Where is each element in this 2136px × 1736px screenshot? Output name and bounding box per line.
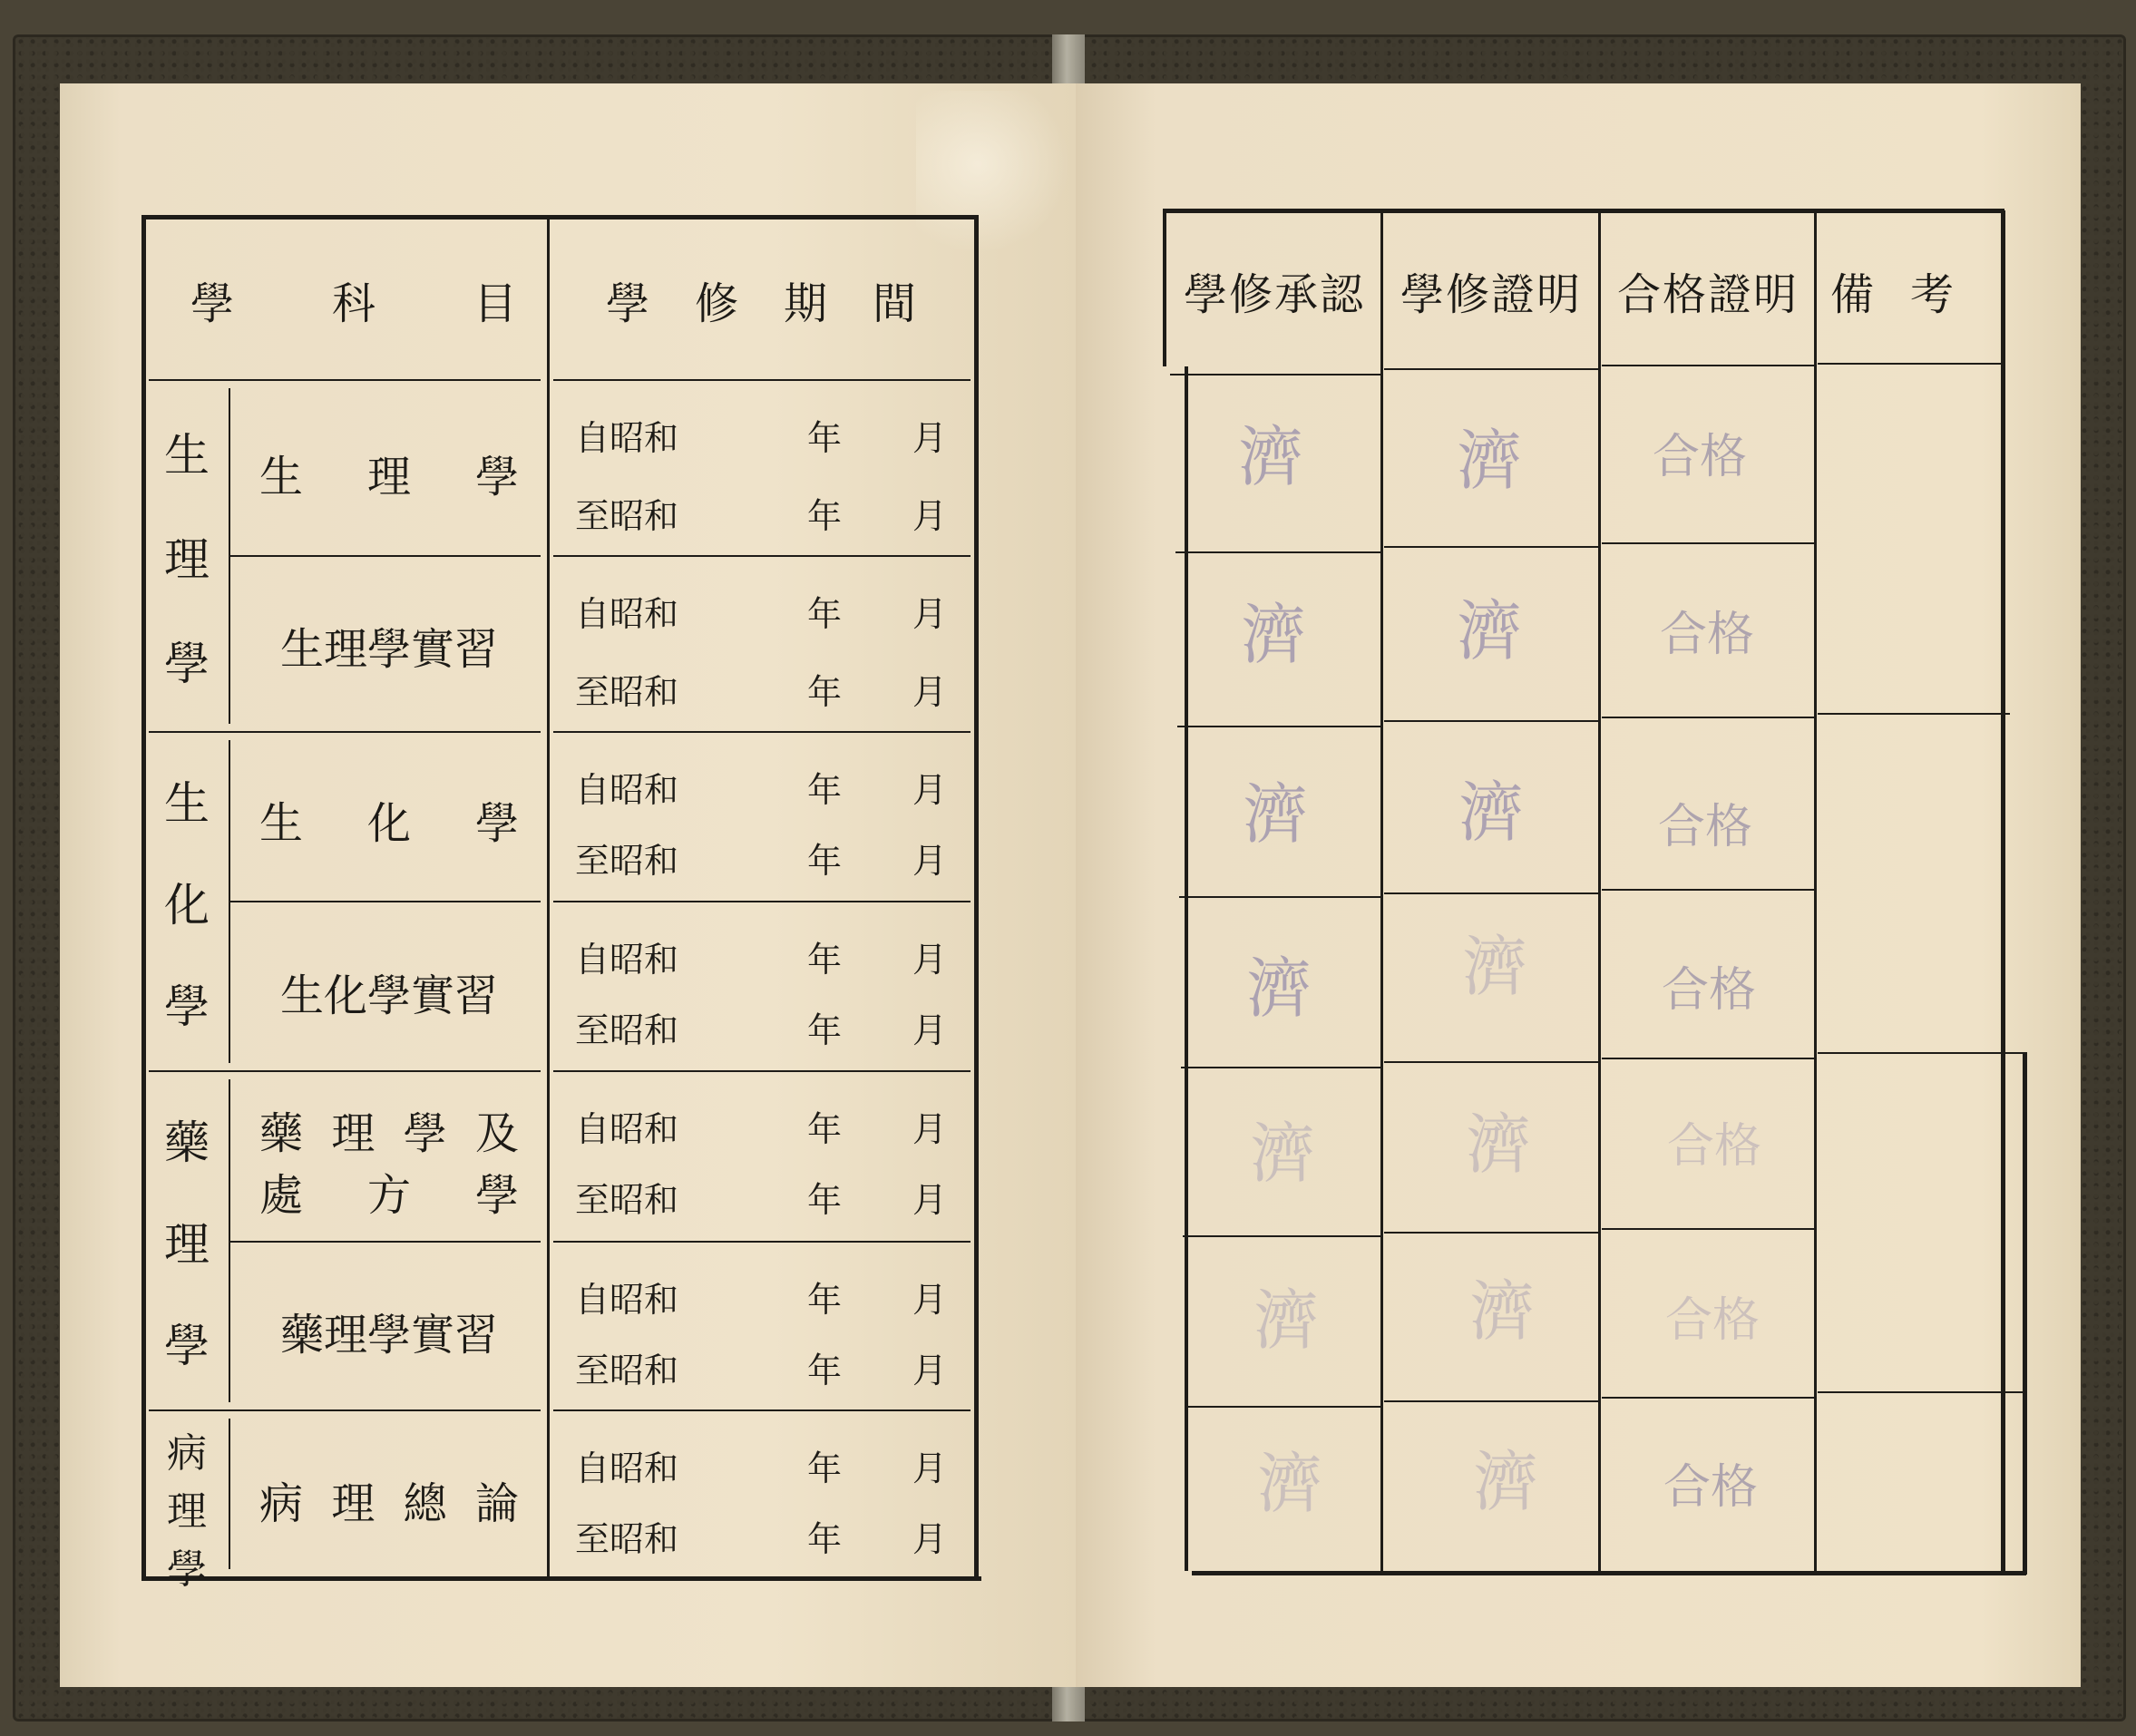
group-label-physiology: 生 理 學 (164, 428, 210, 691)
period-cell: 自昭和 年 月 至昭和 年 月 (575, 418, 947, 536)
table-border-top (1163, 209, 2004, 213)
subject-pharmacology-prescription: 藥 理 學 及 處 方 學 (259, 1107, 519, 1221)
row-rule (1602, 1058, 1814, 1059)
row-rule (1384, 546, 1598, 548)
row-rule (1175, 551, 1380, 553)
completion-stamp: 濟 (1462, 929, 1528, 1005)
table-border-bottom (1192, 1571, 2026, 1575)
table-border-right (974, 215, 979, 1581)
pass-stamp: 合格 (1667, 1119, 1762, 1174)
row-rule (1181, 1067, 1380, 1068)
approval-stamp: 濟 (1243, 776, 1309, 853)
group-rule (149, 1409, 541, 1411)
column-divider (1380, 210, 1383, 1571)
subject-rule (230, 555, 541, 557)
header-period: 學 修 期 間 (606, 278, 916, 329)
row-rule (1185, 1406, 1380, 1408)
row-rule (1183, 1235, 1380, 1237)
row-rule (1384, 892, 1598, 894)
row-rule (1818, 1391, 2023, 1393)
header-completion: 學修證明 (1400, 268, 1582, 320)
header-subject: 學 科 目 (190, 278, 517, 329)
pass-stamp: 合格 (1662, 963, 1757, 1018)
column-divider (1598, 210, 1601, 1571)
row-rule (1384, 720, 1598, 722)
group-rule (149, 1070, 541, 1072)
row-rule (1602, 542, 1814, 544)
period-cell: 自昭和 年 月 至昭和 年 月 (575, 1280, 947, 1390)
row-rule (1384, 1232, 1598, 1234)
row-rule (1602, 1397, 1814, 1399)
subject-general-pathology: 病 理 總 論 (259, 1478, 519, 1529)
period-cell: 自昭和 年 月 至昭和 年 月 (575, 1109, 947, 1220)
completion-stamp: 濟 (1458, 775, 1525, 851)
column-divider (547, 219, 550, 1576)
subject-physiology: 生 理 學 (259, 451, 519, 502)
table-border-right-bottom (2023, 1052, 2027, 1575)
period-cell: 自昭和 年 月 至昭和 年 月 (575, 594, 947, 712)
label-divider (229, 388, 230, 724)
subject-rule (230, 901, 541, 902)
row-rule (1179, 896, 1380, 898)
row-rule (1170, 374, 1380, 375)
row-rule (1384, 1400, 1598, 1402)
group-label-biochemistry: 生 化 學 (164, 777, 210, 1033)
subject-biochemistry-practice: 生化學實習 (279, 970, 498, 1021)
pass-stamp: 合格 (1653, 430, 1748, 484)
label-divider (229, 1419, 230, 1569)
row-rule (1818, 363, 2003, 365)
pass-stamp: 合格 (1663, 1460, 1759, 1515)
completion-stamp: 濟 (1457, 593, 1523, 669)
header-rule-left (149, 379, 541, 381)
approval-stamp: 濟 (1257, 1446, 1323, 1522)
subject-biochemistry: 生 化 學 (259, 797, 519, 849)
table-border-left (1185, 366, 1188, 1571)
row-rule (1602, 365, 1814, 366)
label-divider (229, 1079, 230, 1402)
approval-stamp: 濟 (1238, 419, 1304, 495)
row-rule (1818, 713, 2010, 715)
approval-stamp: 濟 (1253, 1282, 1320, 1359)
row-rule (1602, 717, 1814, 718)
column-divider (1814, 210, 1817, 1571)
approval-stamp: 濟 (1250, 1116, 1316, 1192)
group-label-pathology: 病 理 學 (167, 1430, 207, 1593)
subject-physiology-practice: 生理學實習 (279, 623, 498, 675)
row-rule (1384, 1061, 1598, 1063)
row-rule (1818, 1052, 2023, 1054)
header-approval: 學修承認 (1183, 268, 1365, 320)
table-border-left (141, 215, 146, 1581)
period-cell: 自昭和 年 月 至昭和 年 月 (575, 940, 947, 1050)
approval-stamp: 濟 (1246, 951, 1312, 1027)
row-rule (1384, 368, 1598, 370)
completion-stamp: 濟 (1469, 1273, 1536, 1350)
table-border-top (141, 215, 978, 219)
pass-stamp: 合格 (1660, 608, 1755, 662)
header-pass: 合格證明 (1616, 268, 1799, 320)
pass-stamp: 合格 (1658, 800, 1753, 854)
period-cell: 自昭和 年 月 至昭和 年 月 (575, 770, 947, 881)
row-rule (1602, 889, 1814, 891)
completion-stamp: 濟 (1466, 1107, 1532, 1183)
header-rule-right (553, 379, 970, 381)
row-rule (1177, 726, 1380, 727)
row-rule (1602, 1228, 1814, 1230)
completion-stamp: 濟 (1473, 1444, 1539, 1520)
table-border-right-top (2001, 210, 2005, 1571)
group-rule (149, 731, 541, 733)
approval-stamp: 濟 (1241, 597, 1307, 673)
label-divider (229, 740, 230, 1063)
header-remarks: 備考 (1829, 268, 1990, 320)
period-cell: 自昭和 年 月 至昭和 年 月 (575, 1448, 947, 1559)
subject-pharmacology-practice: 藥理學實習 (279, 1309, 498, 1361)
table-border-left-top (1163, 210, 1166, 366)
completion-stamp: 濟 (1457, 423, 1523, 499)
group-label-pharmacology: 藥 理 學 (164, 1117, 210, 1372)
subject-rule (230, 1241, 541, 1243)
pass-stamp: 合格 (1665, 1293, 1760, 1348)
